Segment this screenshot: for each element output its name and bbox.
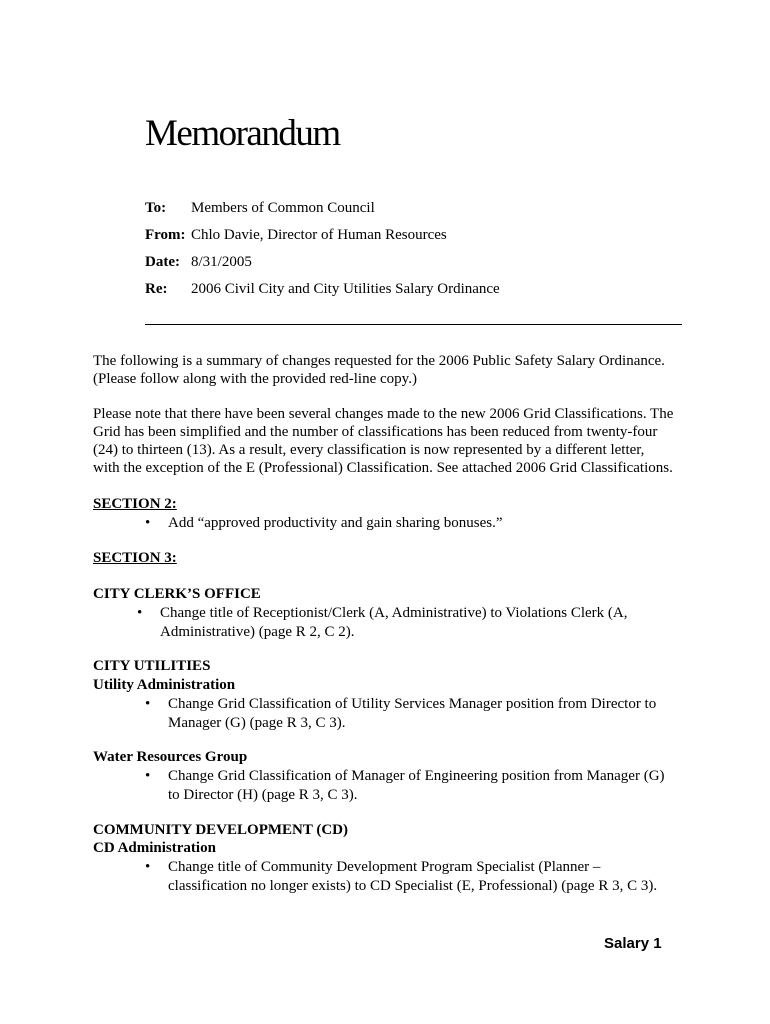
grid-note-line: with the exception of the E (Professional) Classification. See attached 2006 Grid Classifications. [93, 460, 673, 476]
bullet-icon: • [145, 768, 151, 784]
list-item-text: Manager (G) (page R 3, C 3). [168, 714, 346, 731]
list-item-text: to Director (H) (page R 3, C 3). [168, 786, 358, 803]
section-2-heading: SECTION 2: [93, 496, 177, 512]
list-item-text: Administrative) (page R 2, C 2). [160, 623, 355, 640]
to-row [145, 198, 375, 218]
from-value: Chlo Davie, Director of Human Resources [191, 227, 447, 243]
from-row [145, 225, 447, 245]
community-development-heading: COMMUNITY DEVELOPMENT (CD) [93, 822, 348, 838]
water-resources-subheading: Water Resources Group [93, 749, 248, 765]
re-row [145, 279, 500, 299]
grid-note-line: (24) to thirteen (13). As a result, every classification is now represented by a different letter, [93, 442, 645, 458]
re-value: 2006 Civil City and City Utilities Salary Ordinance [191, 281, 500, 297]
to-label: To: [145, 200, 167, 216]
date-value: 8/31/2005 [191, 254, 252, 270]
memo-title: Memorandum [145, 113, 340, 154]
list-item-text: Change title of Community Development Program Specialist (Planner – [168, 859, 601, 875]
date-label: Date: [145, 254, 180, 270]
to-value: Members of Common Council [191, 200, 375, 216]
list-item-text: classification no longer exists) to CD Specialist (E, Professional) (page R 3, C 3). [168, 877, 658, 894]
city-clerk-heading: CITY CLERK’S OFFICE [93, 586, 261, 602]
date-row [145, 252, 252, 272]
grid-note-line: Please note that there have been several changes made to the new 2006 Grid Classifications. The [93, 406, 674, 422]
bullet-icon: • [137, 605, 143, 621]
section-3-heading: SECTION 3: [93, 550, 177, 566]
bullet-icon: • [145, 515, 151, 531]
city-utilities-heading: CITY UTILITIES [93, 658, 211, 674]
header-divider [145, 324, 682, 325]
intro-line: The following is a summary of changes requested for the 2006 Public Safety Salary Ordinance. [93, 353, 665, 369]
grid-note-line: Grid has been simplified and the number of classifications has been reduced from twenty-four [93, 424, 658, 440]
utility-administration-subheading: Utility Administration [93, 677, 236, 693]
from-label: From: [145, 227, 186, 243]
bullet-icon: • [145, 859, 151, 875]
list-item-text: Add “approved productivity and gain sharing bonuses.” [168, 515, 503, 531]
cd-administration-subheading: CD Administration [93, 840, 216, 856]
page-number: Salary 1 [604, 935, 662, 952]
re-label: Re: [145, 281, 168, 297]
list-item-text: Change Grid Classification of Utility Services Manager position from Director to [168, 696, 657, 712]
intro-line: (Please follow along with the provided red-line copy.) [93, 371, 417, 387]
bullet-icon: • [145, 696, 151, 712]
list-item-text: Change Grid Classification of Manager of Engineering position from Manager (G) [168, 768, 665, 784]
list-item-text: Change title of Receptionist/Clerk (A, Administrative) to Violations Clerk (A, [160, 605, 628, 621]
